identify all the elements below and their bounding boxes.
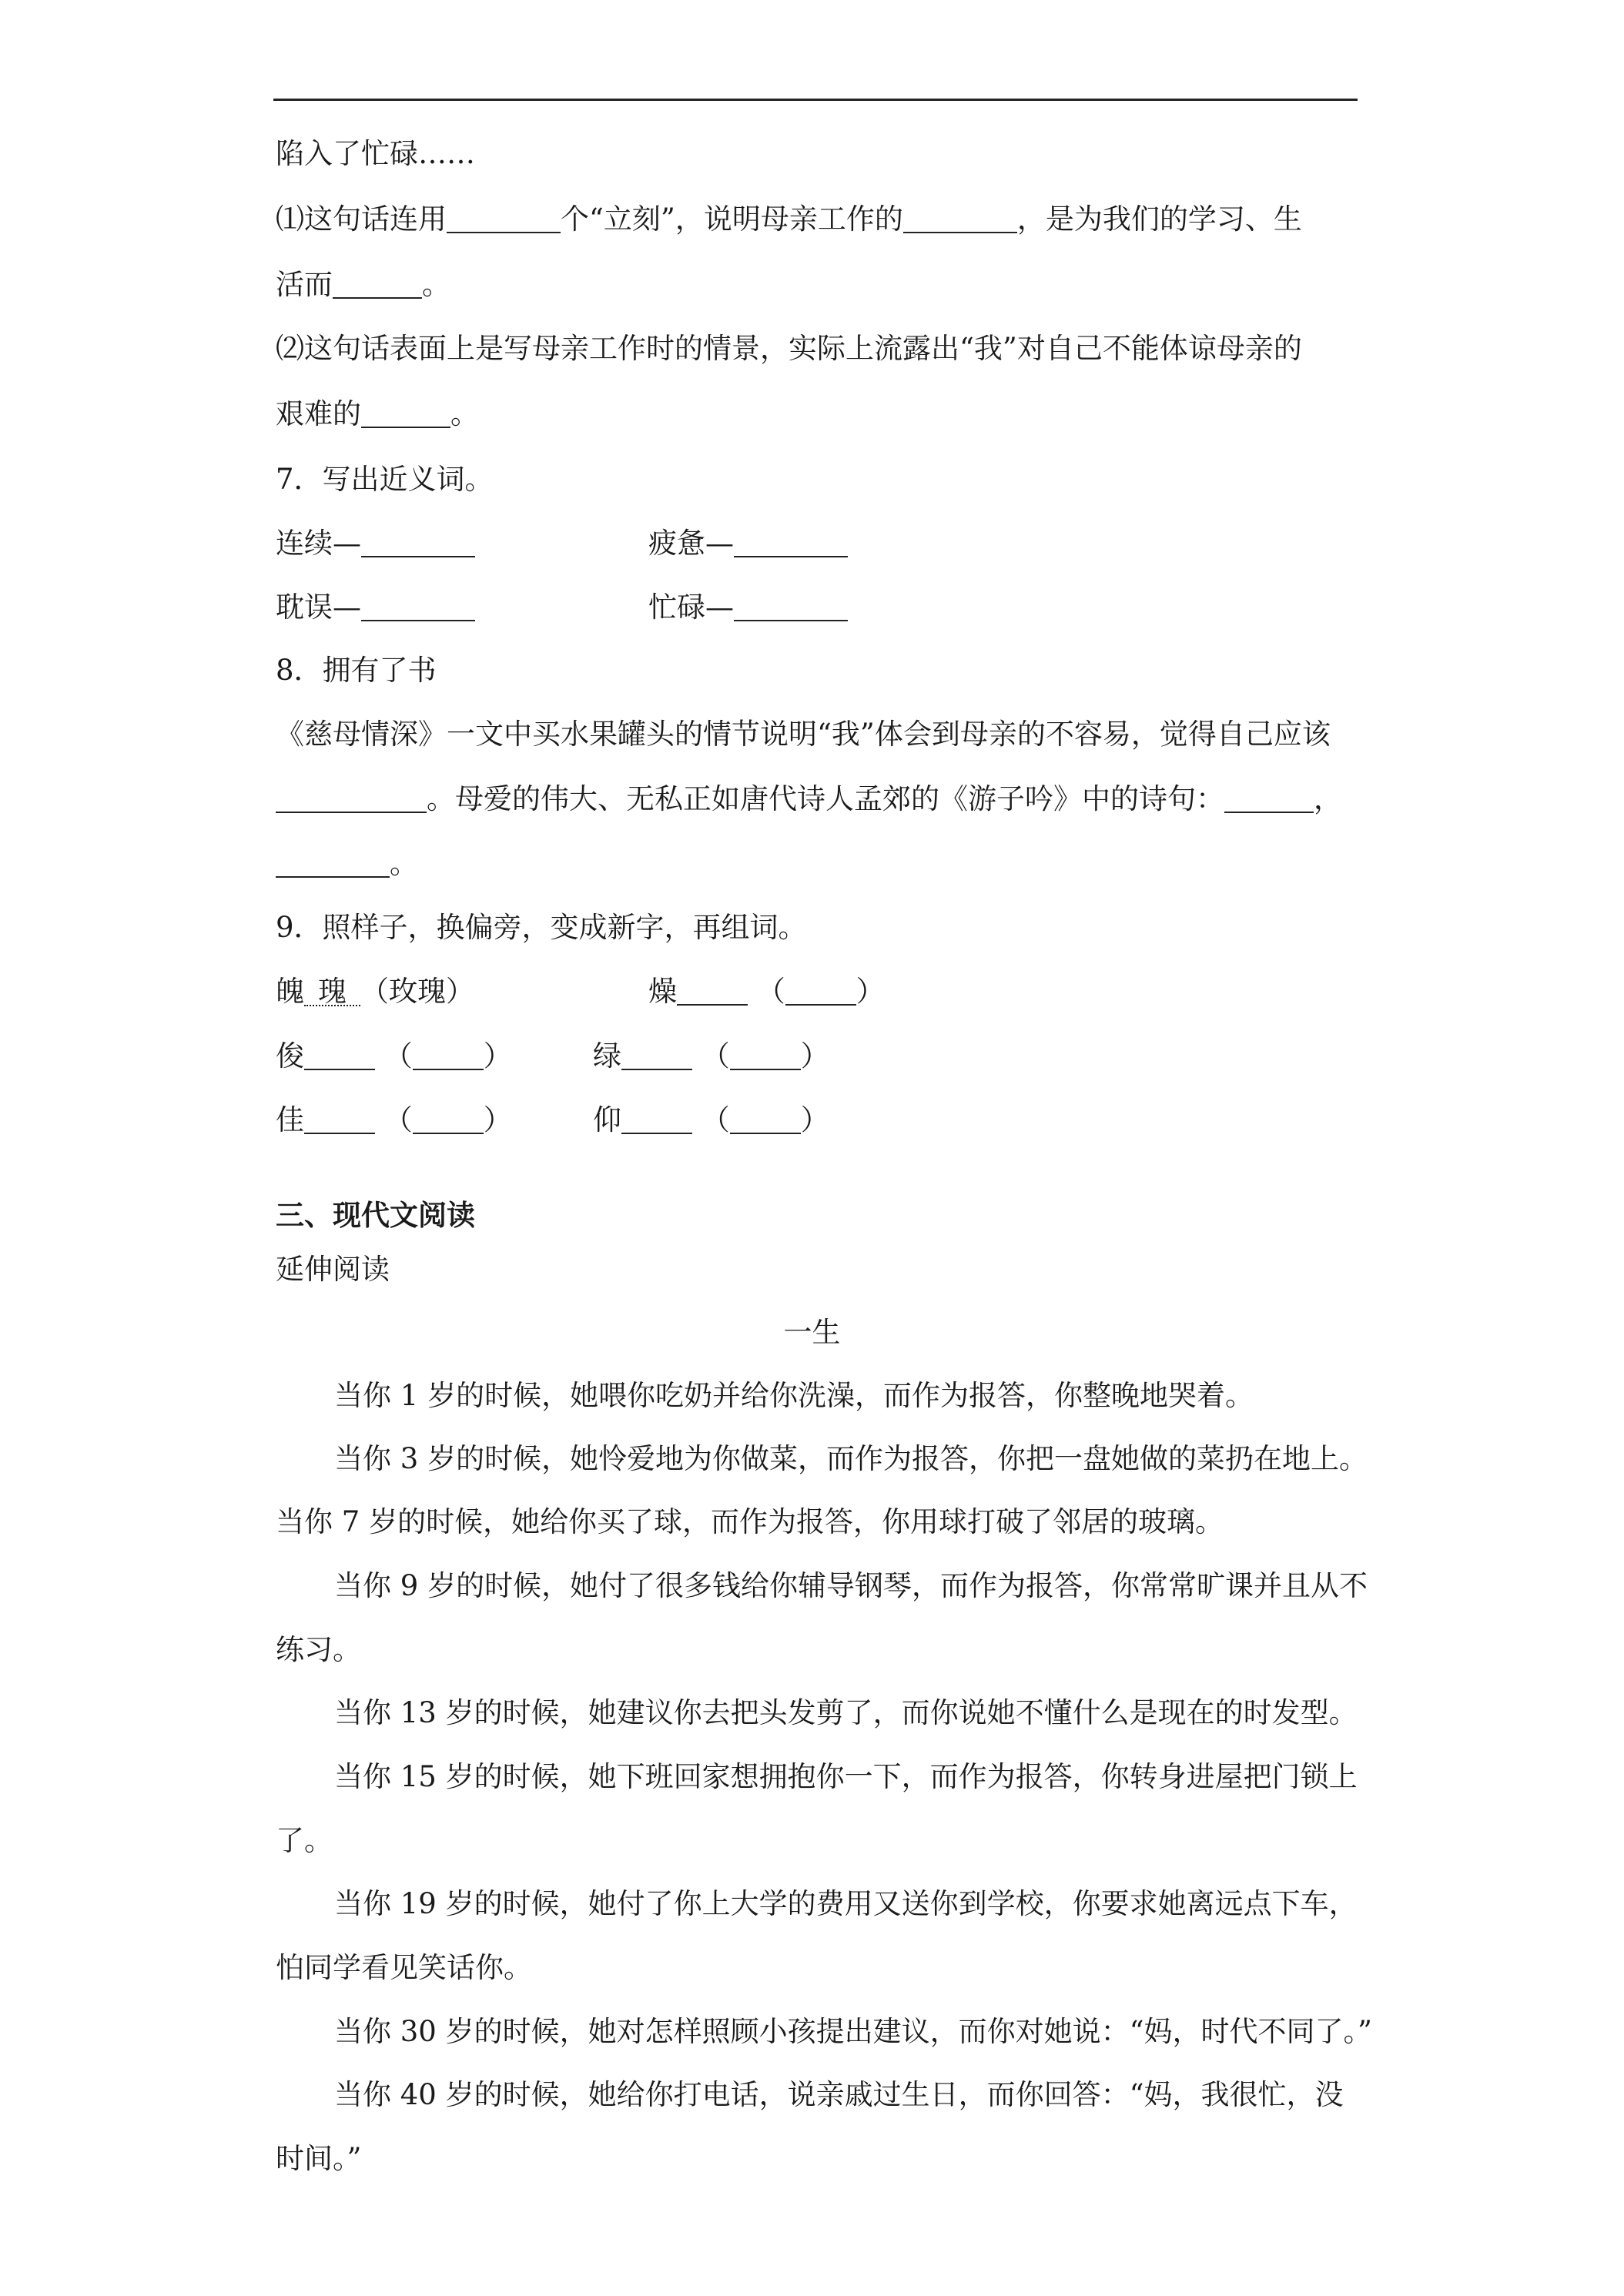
paragraph-7-line1: 当你 19 岁的时候，她付了你上大学的费用又送你到学校，你要求她离远点下车，: [334, 1887, 1358, 1920]
q7-row1-col2: 疲惫—: [648, 526, 848, 561]
blank[interactable]: [276, 850, 390, 878]
q7-row1: 连续—: [276, 526, 475, 561]
poem-title: 一生: [783, 1316, 841, 1349]
paragraph-9-line1: 当你 40 岁的时候，她给你打电话，说亲戚过生日，而你回答：“妈，我很忙，没: [334, 2078, 1344, 2111]
paragraph-8: 当你 30 岁的时候，她对怎样照顾小孩提出建议，而你对她说：“妈，时代不同了。”: [334, 2015, 1372, 2048]
q9-item-yang: 仰 （ ）: [593, 1103, 829, 1136]
paragraph-7-line2: 怕同学看见笑话你。: [276, 1951, 532, 1984]
q8-title: 8．拥有了书: [276, 654, 437, 687]
header-rule: [273, 99, 1358, 101]
q6-sub1-line1: ⑴这句话连用 个“立刻”，说明母亲工作的 ，是为我们的学习、生: [276, 202, 1302, 236]
blank[interactable]: [333, 271, 422, 299]
q9-example: 魄 瑰 （玫瑰）: [276, 975, 474, 1008]
blank[interactable]: [621, 1106, 692, 1134]
blank[interactable]: [730, 1106, 801, 1134]
q7-title: 7．写出近义词。: [276, 463, 494, 496]
paragraph-5: 当你 13 岁的时候，她建议你去把头发剪了，而你说她不懂什么是现在的时发型。: [334, 1696, 1358, 1729]
q6-sub2-line1: ⑵这句话表面上是写母亲工作时的情景，实际上流露出“我”对自己不能体谅母亲的: [276, 332, 1302, 365]
blank[interactable]: [734, 594, 848, 621]
blank[interactable]: [903, 206, 1017, 233]
section-subheading: 延伸阅读: [276, 1253, 390, 1286]
paragraph-9-line2: 时间。”: [276, 2142, 362, 2175]
section-heading: 三、现代文阅读: [276, 1198, 475, 1232]
blank[interactable]: [734, 530, 848, 557]
blank[interactable]: [361, 530, 475, 557]
paragraph-6-line1: 当你 15 岁的时候，她下班回家想拥抱你一下，而作为报答，你转身进屋把门锁上: [334, 1760, 1358, 1793]
blank[interactable]: [361, 400, 450, 428]
q8-line2: 。母爱的伟大、无私正如唐代诗人孟郊的《游子吟》中的诗句： ，: [276, 782, 1342, 817]
paragraph-3: 当你 7 岁的时候，她给你买了球，而作为报答，你用球打破了邻居的玻璃。: [276, 1505, 1224, 1538]
blank[interactable]: [413, 1106, 484, 1134]
blank[interactable]: [730, 1043, 801, 1070]
blank[interactable]: [677, 978, 748, 1006]
q9-item-jia: 佳 （ ）: [276, 1103, 512, 1136]
example-answer: 瑰: [304, 974, 360, 1006]
paragraph-4-line1: 当你 9 岁的时候，她付了很多钱给你辅导钢琴，而作为报答，你常常旷课并且从不: [334, 1569, 1368, 1602]
blank[interactable]: [304, 1106, 375, 1134]
q6-sub2-line2: 艰难的 。: [276, 397, 479, 430]
q9-item-jun: 俊 （ ）: [276, 1039, 512, 1073]
blank[interactable]: [276, 785, 427, 813]
q8-line3: 。: [276, 846, 418, 882]
paragraph-6-line2: 了。: [276, 1824, 333, 1857]
blank[interactable]: [1224, 785, 1314, 813]
q8-line1: 《慈母情深》一文中买水果罐头的情节说明“我”体会到母亲的不容易，觉得自己应该: [276, 718, 1331, 751]
paragraph-2: 当你 3 岁的时候，她怜爱地为你做菜，而作为报答，你把一盘她做的菜扔在地上。: [334, 1442, 1368, 1475]
q7-row2-col2: 忙碌—: [648, 590, 848, 625]
blank[interactable]: [361, 594, 475, 621]
q9-item-zao: 燥 （ ）: [648, 975, 885, 1008]
blank[interactable]: [621, 1043, 692, 1070]
blank[interactable]: [447, 206, 561, 233]
blank[interactable]: [304, 1043, 375, 1070]
blank[interactable]: [785, 978, 856, 1006]
q7-row2: 耽误—: [276, 590, 475, 625]
q6-continuation: 陷入了忙碌……: [276, 137, 475, 170]
q9-title: 9．照样子，换偏旁，变成新字，再组词。: [276, 911, 807, 944]
q9-item-lv: 绿 （ ）: [593, 1039, 829, 1073]
q6-sub1-line2: 活而 。: [276, 268, 450, 301]
paragraph-1: 当你 1 岁的时候，她喂你吃奶并给你洗澡，而作为报答，你整晚地哭着。: [334, 1379, 1254, 1412]
blank[interactable]: [413, 1043, 484, 1070]
paragraph-4-line2: 练习。: [276, 1633, 361, 1666]
